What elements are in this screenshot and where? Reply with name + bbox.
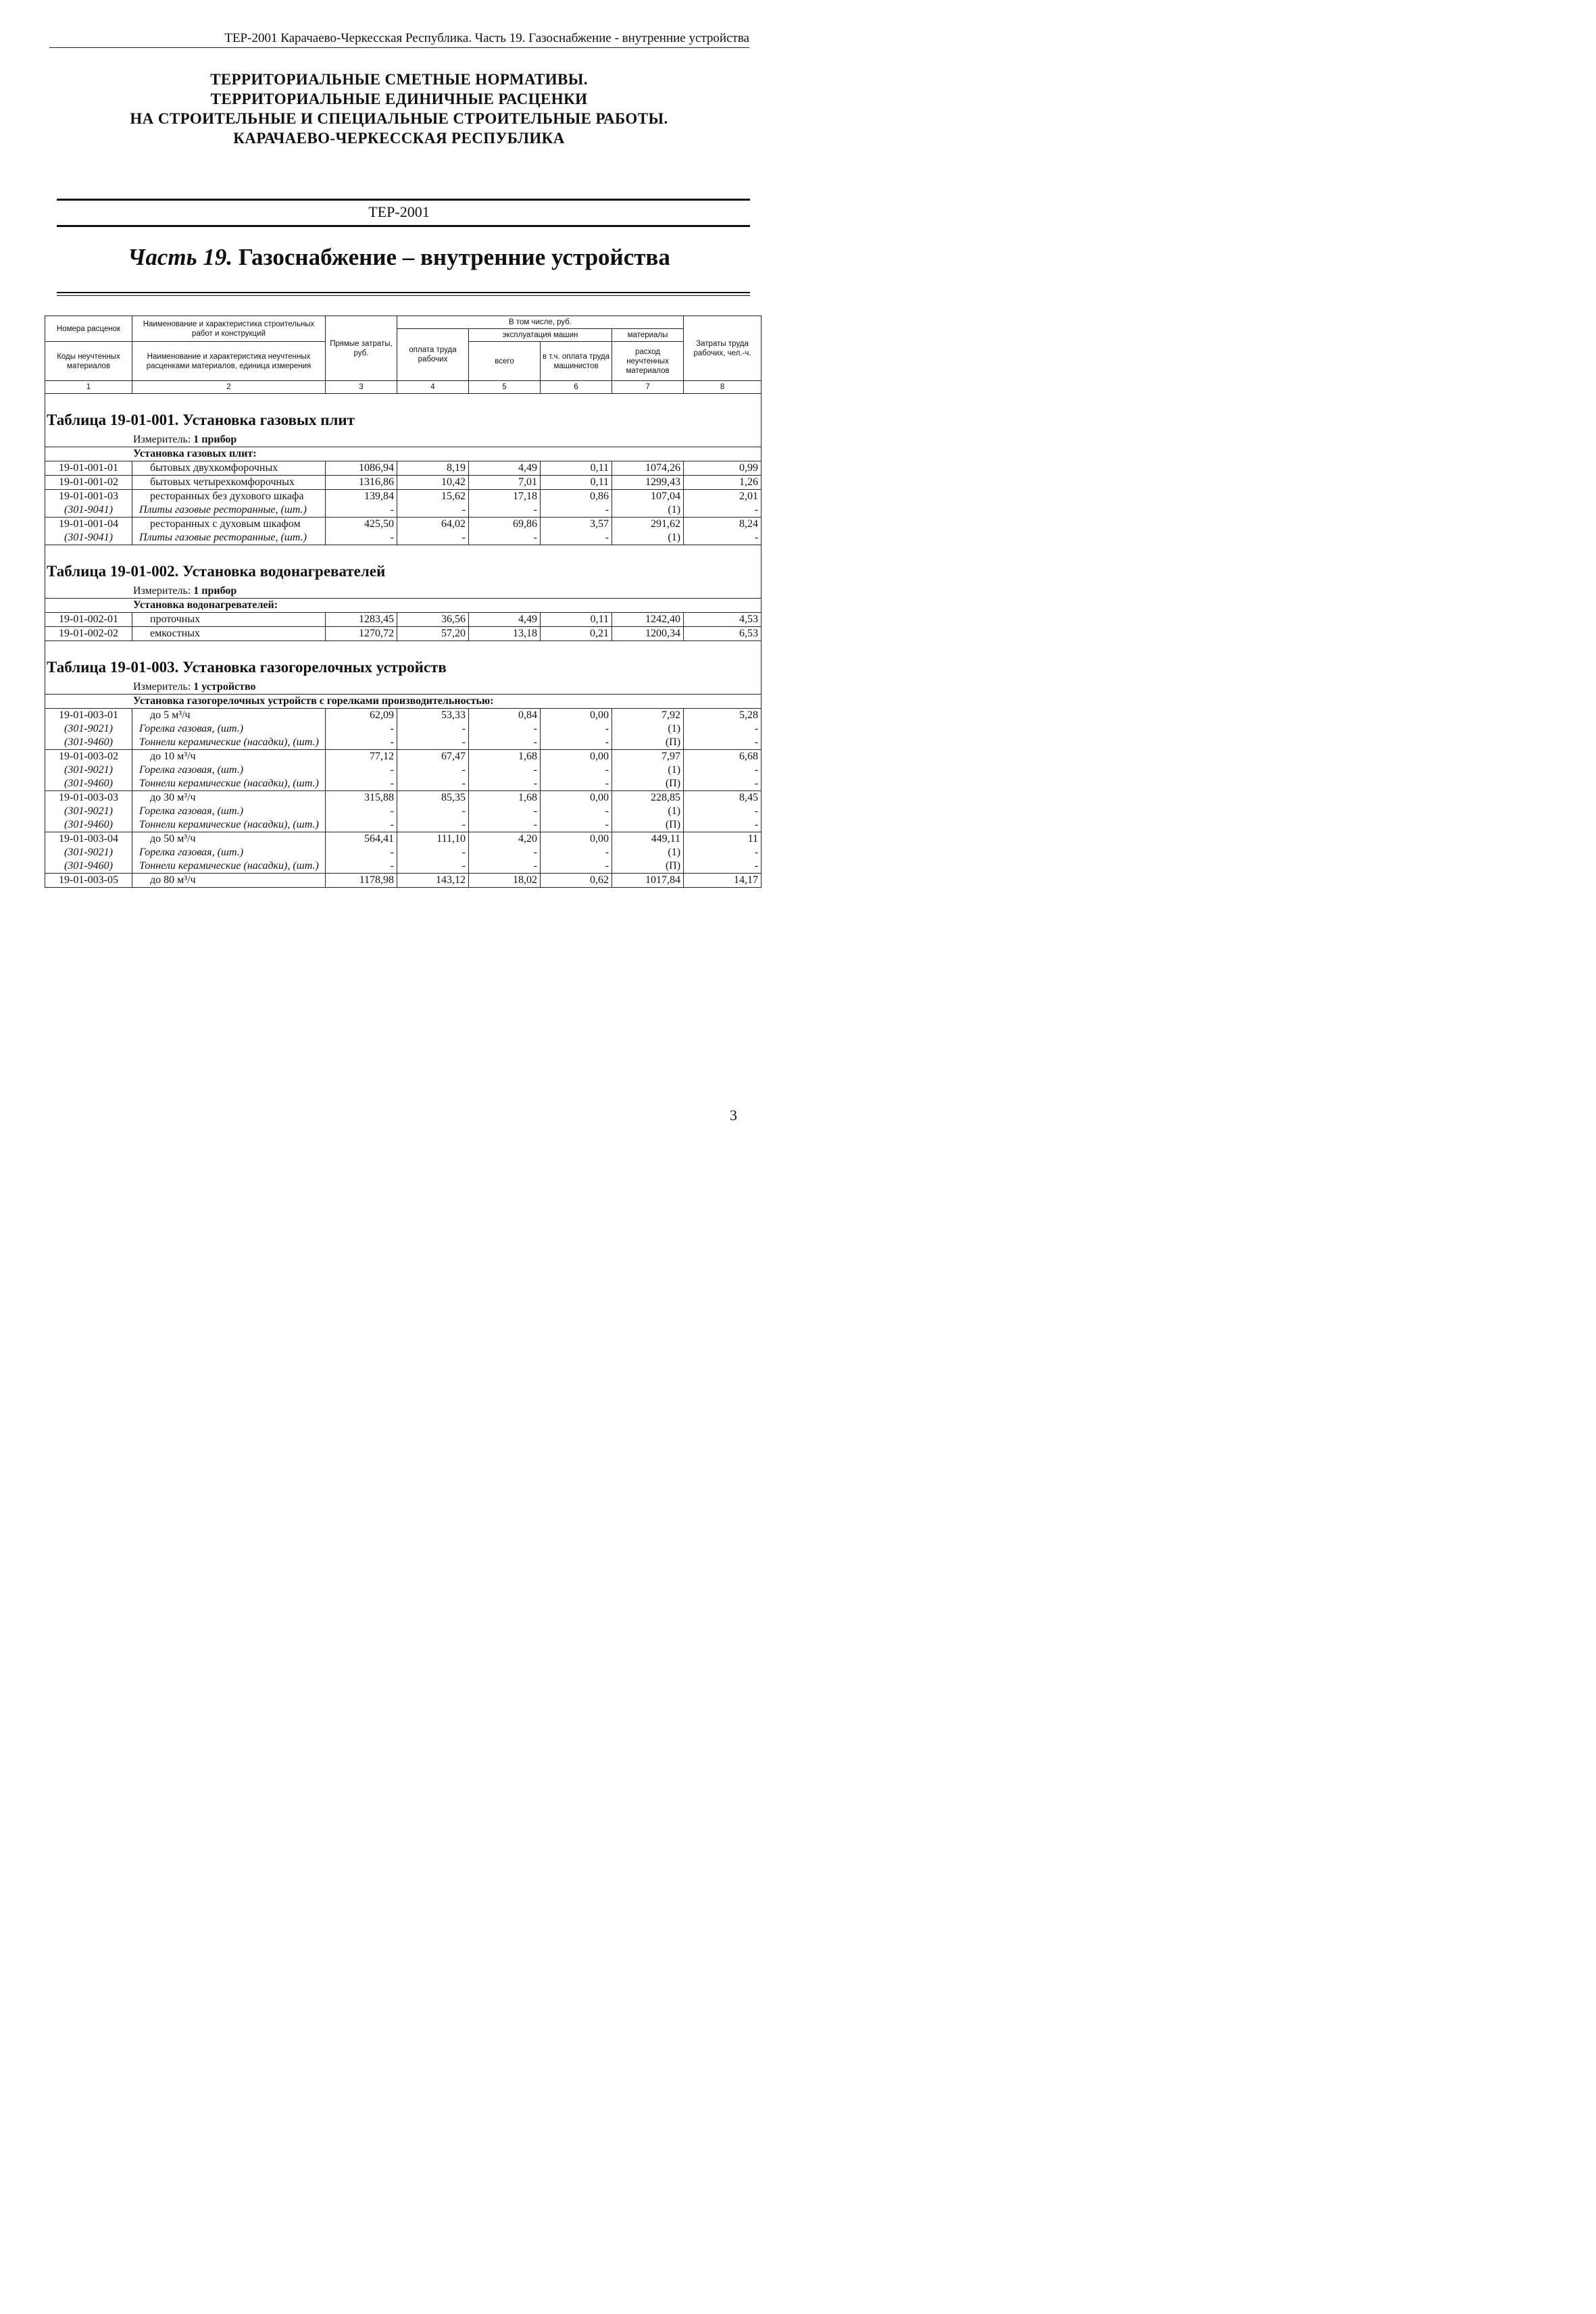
material-name: Горелка газовая, (шт.) [132,805,326,818]
table-section-title-row [45,394,762,434]
value-cell: - [397,818,469,832]
value-cell: 67,47 [397,750,469,764]
col-header: Номера расценок [45,316,132,342]
value-cell: - [684,503,762,518]
measure-value: 1 устройство [193,681,256,693]
material-code: (301-9021) [45,846,132,859]
value-cell: 7,97 [612,750,684,764]
value-cell: 1017,84 [612,874,684,888]
col-number: 4 [397,381,469,394]
measure-row [45,433,762,447]
section-title: Таблица 19-01-001. Установка газовых плит [45,394,762,434]
value-cell: - [684,531,762,545]
material-row [45,531,762,545]
value-cell: 14,17 [684,874,762,888]
norm-code: ТЕР-2001 [368,203,430,220]
col-number: 7 [612,381,684,394]
value-cell: - [326,503,397,518]
value-cell: 1,68 [469,791,541,805]
value-cell: - [541,818,612,832]
group-heading: Установка водонагревателей: [45,599,762,613]
value-cell: 0,99 [684,461,762,476]
rate-code: 19-01-001-04 [45,518,132,532]
table-row [45,750,762,764]
value-cell: 315,88 [326,791,397,805]
material-name: Плиты газовые ресторанные, (шт.) [132,503,326,518]
value-cell: 139,84 [326,490,397,504]
value-cell: - [397,503,469,518]
col-header: Наименование и характеристика неучтенных расценками материалов, единица измерения [132,342,326,381]
table-row [45,874,762,888]
col-header: эксплуатация машин [469,329,612,342]
value-cell: 57,20 [397,627,469,641]
value-cell: 6,68 [684,750,762,764]
value-cell: 8,19 [397,461,469,476]
value-cell: 1,26 [684,476,762,490]
section-title: Таблица 19-01-003. Установка газогорелочных устройств [45,641,762,681]
value-cell: - [541,859,612,874]
value-cell: 1242,40 [612,613,684,627]
col-header: оплата труда рабочих [397,329,469,381]
material-row [45,736,762,750]
rate-code: 19-01-003-01 [45,709,132,723]
value-cell: 4,49 [469,461,541,476]
value-cell: - [469,531,541,545]
col-header: Наименование и характеристика строительных работ и конструкций [132,316,326,342]
value-cell: 18,02 [469,874,541,888]
col-header: в т.ч. оплата труда машинистов [541,342,612,381]
value-cell: - [469,777,541,791]
group-row [45,447,762,461]
value-cell: 7,92 [612,709,684,723]
value-cell: 228,85 [612,791,684,805]
value-cell: - [326,805,397,818]
col-number: 8 [684,381,762,394]
value-cell: 564,41 [326,832,397,847]
title-line: ТЕРРИТОРИАЛЬНЫЕ СМЕТНЫЕ НОРМАТИВЫ. [210,71,588,88]
material-code: (301-9021) [45,763,132,777]
value-cell: 1200,34 [612,627,684,641]
value-cell: - [684,736,762,750]
value-cell: 5,28 [684,709,762,723]
value-cell: 2,01 [684,490,762,504]
value-cell: 1270,72 [326,627,397,641]
value-cell: 53,33 [397,709,469,723]
value-cell: 1086,94 [326,461,397,476]
material-code: (301-9460) [45,859,132,874]
value-cell: - [684,805,762,818]
value-cell: 1178,98 [326,874,397,888]
work-name: до 80 м³/ч [132,874,326,888]
value-cell: - [397,859,469,874]
measure-label: Измеритель: [133,434,194,445]
value-cell: 0,62 [541,874,612,888]
rate-code: 19-01-001-03 [45,490,132,504]
value-cell: - [469,763,541,777]
divider [57,199,750,201]
value-cell: 1316,86 [326,476,397,490]
value-cell: - [469,503,541,518]
value-cell: - [397,805,469,818]
value-cell: - [541,503,612,518]
table-row [45,461,762,476]
value-cell: - [541,736,612,750]
work-name: емкостных [132,627,326,641]
value-cell: 111,10 [397,832,469,847]
table-body [45,394,762,888]
value-cell: - [469,846,541,859]
value-cell: 0,86 [541,490,612,504]
value-cell: (П) [612,859,684,874]
table-row [45,627,762,641]
measure-value: 1 прибор [193,434,237,445]
col-number: 5 [469,381,541,394]
material-row [45,846,762,859]
value-cell: 0,00 [541,832,612,847]
rate-code: 19-01-001-02 [45,476,132,490]
material-name: Тоннели керамические (насадки), (шт.) [132,736,326,750]
rates-table [45,316,762,888]
group-row [45,695,762,709]
value-cell: 77,12 [326,750,397,764]
rate-code: 19-01-001-01 [45,461,132,476]
col-number: 3 [326,381,397,394]
material-code: (301-9460) [45,777,132,791]
value-cell: - [684,859,762,874]
value-cell: 0,11 [541,613,612,627]
material-code: (301-9021) [45,805,132,818]
value-cell: 8,24 [684,518,762,532]
value-cell: - [541,846,612,859]
value-cell: - [326,722,397,736]
value-cell: (1) [612,846,684,859]
value-cell: - [469,805,541,818]
table-row [45,613,762,627]
value-cell: (1) [612,763,684,777]
value-cell: 3,57 [541,518,612,532]
measure-row [45,680,762,695]
value-cell: (1) [612,722,684,736]
work-name: до 5 м³/ч [132,709,326,723]
value-cell: 0,00 [541,750,612,764]
rate-code: 19-01-003-05 [45,874,132,888]
table-row [45,490,762,504]
value-cell: 0,84 [469,709,541,723]
material-code: (301-9460) [45,818,132,832]
value-cell: - [469,722,541,736]
value-cell: 4,20 [469,832,541,847]
value-cell: - [684,722,762,736]
value-cell: 85,35 [397,791,469,805]
section-title: Таблица 19-01-002. Установка водонагревателей [45,545,762,585]
rate-code: 19-01-003-04 [45,832,132,847]
value-cell: 11 [684,832,762,847]
group-heading: Установка газовых плит: [45,447,762,461]
value-cell: 0,11 [541,476,612,490]
col-header: Прямые затраты, руб. [326,316,397,381]
value-cell: 36,56 [397,613,469,627]
value-cell: 0,00 [541,709,612,723]
document-title [0,70,798,148]
value-cell: - [541,763,612,777]
material-row [45,818,762,832]
material-name: Горелка газовая, (шт.) [132,763,326,777]
table-section-title-row [45,641,762,681]
value-cell: 4,53 [684,613,762,627]
rate-code: 19-01-002-01 [45,613,132,627]
value-cell: 10,42 [397,476,469,490]
value-cell: - [541,531,612,545]
value-cell: 425,50 [326,518,397,532]
measure-unit [45,584,762,599]
value-cell: - [326,846,397,859]
table-row [45,709,762,723]
value-cell: 1,68 [469,750,541,764]
work-name: проточных [132,613,326,627]
value-cell: 0,11 [541,461,612,476]
value-cell: (1) [612,503,684,518]
value-cell: 6,53 [684,627,762,641]
value-cell: - [684,818,762,832]
measure-label: Измеритель: [133,681,194,693]
material-name: Тоннели керамические (насадки), (шт.) [132,859,326,874]
work-name: бытовых четырехкомфорочных [132,476,326,490]
rate-code: 19-01-002-02 [45,627,132,641]
work-name: ресторанных без духового шкафа [132,490,326,504]
value-cell: - [684,763,762,777]
measure-row [45,584,762,599]
rate-code: 19-01-003-03 [45,791,132,805]
measure-unit [45,680,762,695]
table-row [45,476,762,490]
material-code: (301-9021) [45,722,132,736]
value-cell: - [397,722,469,736]
value-cell: (1) [612,805,684,818]
value-cell: - [326,736,397,750]
value-cell: - [541,777,612,791]
value-cell: - [397,846,469,859]
material-code: (301-9041) [45,531,132,545]
group-row [45,599,762,613]
col-header: Затраты труда рабочих, чел.-ч. [684,316,762,381]
measure-label: Измеритель: [133,585,194,597]
value-cell: 64,02 [397,518,469,532]
material-row [45,722,762,736]
value-cell: 15,62 [397,490,469,504]
value-cell: - [397,777,469,791]
material-name: Тоннели керамические (насадки), (шт.) [132,818,326,832]
value-cell: - [397,531,469,545]
col-number: 1 [45,381,132,394]
value-cell: - [469,859,541,874]
col-header: расход неучтенных материалов [612,342,684,381]
value-cell: 1283,45 [326,613,397,627]
measure-unit [45,433,762,447]
material-row [45,777,762,791]
material-row [45,805,762,818]
value-cell: 0,21 [541,627,612,641]
part-name: Газоснабжение – внутренние устройства [238,244,670,270]
col-header: всего [469,342,541,381]
material-name: Горелка газовая, (шт.) [132,722,326,736]
table-head [45,316,762,394]
title-line: ТЕРРИТОРИАЛЬНЫЕ ЕДИНИЧНЫЕ РАСЦЕНКИ [210,91,588,107]
material-code: (301-9041) [45,503,132,518]
value-cell: 17,18 [469,490,541,504]
material-row [45,763,762,777]
value-cell: - [397,763,469,777]
table-row [45,832,762,847]
value-cell: 1074,26 [612,461,684,476]
col-number: 2 [132,381,326,394]
value-cell: 4,49 [469,613,541,627]
title-line: НА СТРОИТЕЛЬНЫЕ И СПЕЦИАЛЬНЫЕ СТРОИТЕЛЬНЫЕ РАБОТЫ. [130,110,668,127]
material-name: Плиты газовые ресторанные, (шт.) [132,531,326,545]
work-name: до 50 м³/ч [132,832,326,847]
divider [57,295,750,296]
material-row [45,859,762,874]
value-cell: - [326,859,397,874]
value-cell: - [684,846,762,859]
material-code: (301-9460) [45,736,132,750]
table-row [45,518,762,532]
work-name: бытовых двухкомфорочных [132,461,326,476]
value-cell: (П) [612,736,684,750]
col-number: 6 [541,381,612,394]
value-cell: (П) [612,818,684,832]
divider [57,292,750,293]
group-heading: Установка газогорелочных устройств с горелками производительностью: [45,695,762,709]
measure-value: 1 прибор [193,585,237,597]
value-cell: - [469,818,541,832]
table-row [45,791,762,805]
running-header: ТЕР-2001 Карачаево-Черкесская Республика. Часть 19. Газоснабжение - внутренние устройства [49,31,749,48]
title-line: КАРАЧАЕВО-ЧЕРКЕССКАЯ РЕСПУБЛИКА [233,130,565,147]
value-cell: 62,09 [326,709,397,723]
value-cell: - [326,818,397,832]
value-cell: - [541,805,612,818]
value-cell: - [684,777,762,791]
col-header: Коды неучтенных материалов [45,342,132,381]
value-cell: 13,18 [469,627,541,641]
part-heading [0,244,798,271]
divider [57,225,750,227]
value-cell: 1299,43 [612,476,684,490]
value-cell: - [326,777,397,791]
value-cell: 69,86 [469,518,541,532]
value-cell: 143,12 [397,874,469,888]
value-cell: - [326,531,397,545]
value-cell: (П) [612,777,684,791]
work-name: до 10 м³/ч [132,750,326,764]
value-cell: - [541,722,612,736]
page-number: 3 [730,1107,737,1124]
value-cell: 449,11 [612,832,684,847]
work-name: до 30 м³/ч [132,791,326,805]
value-cell: 0,00 [541,791,612,805]
material-name: Тоннели керамические (насадки), (шт.) [132,777,326,791]
value-cell: - [469,736,541,750]
col-header: В том числе, руб. [397,316,684,329]
material-row [45,503,762,518]
value-cell: 291,62 [612,518,684,532]
col-numbers [45,381,762,394]
value-cell: - [326,763,397,777]
table-section-title-row [45,545,762,585]
work-name: ресторанных с духовым шкафом [132,518,326,532]
value-cell: (1) [612,531,684,545]
material-name: Горелка газовая, (шт.) [132,846,326,859]
value-cell: - [397,736,469,750]
rate-code: 19-01-003-02 [45,750,132,764]
col-header: материалы [612,329,684,342]
part-label: Часть 19. [128,244,233,270]
value-cell: 7,01 [469,476,541,490]
value-cell: 8,45 [684,791,762,805]
value-cell: 107,04 [612,490,684,504]
